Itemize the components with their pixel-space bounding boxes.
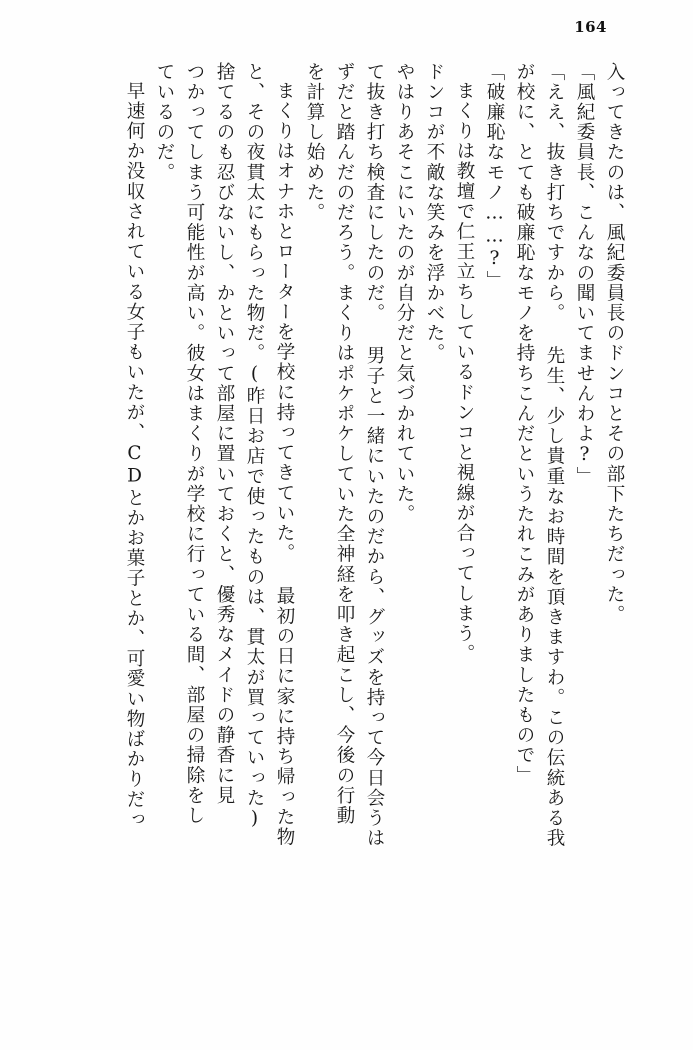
text-line: やはりあそこにいたのが自分だと気づかれていた。 — [394, 62, 415, 525]
page-number: 164 — [574, 18, 607, 36]
text-line: 捨てるのも忍びないし、かといって部屋に置いておくと、優秀なメイドの静香に見 — [214, 62, 235, 806]
text-line: て抜き打ち検査にしたのだ。 男子と一緒にいたのだから、グッズを持って今日会うは — [364, 62, 385, 849]
vertical-text-body — [28, 62, 623, 1016]
text-line: ドンコが不敵な笑みを浮かべた。 — [424, 62, 445, 364]
text-line: 入ってきたのは、風紀委員長のドンコとその部下たちだった。 — [604, 62, 625, 625]
text-line: まくりはオナホとローターを学校に持ってきていた。 最初の日に家に持ち帰った物 — [274, 81, 295, 848]
text-line: まくりは教壇で仁王立ちしているドンコと視線が合ってしまう。 — [454, 81, 475, 664]
text-line: 「風紀委員長、こんなの聞いてませんわよ?」 — [574, 62, 595, 487]
text-line: 早速何か没収されている女子もいたが、CDとかお菓子とか、可愛い物ばかりだっ — [124, 81, 145, 830]
text-line: ずだと踏んだのだろう。まくりはポケポケしていた全神経を叩き起こし、今後の行動 — [334, 62, 355, 826]
text-line: つかってしまう可能性が高い。彼女はまくりが学校に行っている間、部屋の掃除をし — [184, 62, 205, 826]
text-line: と、その夜貫太にもらった物だ。(昨日お店で使ったものは、貫太が買っていった) — [244, 62, 265, 831]
text-line: 「ええ、抜き打ちですから。 先生、少し貴重なお時間を頂きますわ。この伝統ある我 — [544, 62, 565, 849]
text-line: を計算し始めた。 — [304, 62, 325, 223]
text-line: 「破廉恥なモノ……?」 — [484, 62, 505, 291]
text-line: ているのだ。 — [154, 62, 175, 183]
text-line: が校に、とても破廉恥なモノを持ちこんだというたれこみがありましたもので」 — [514, 62, 535, 786]
